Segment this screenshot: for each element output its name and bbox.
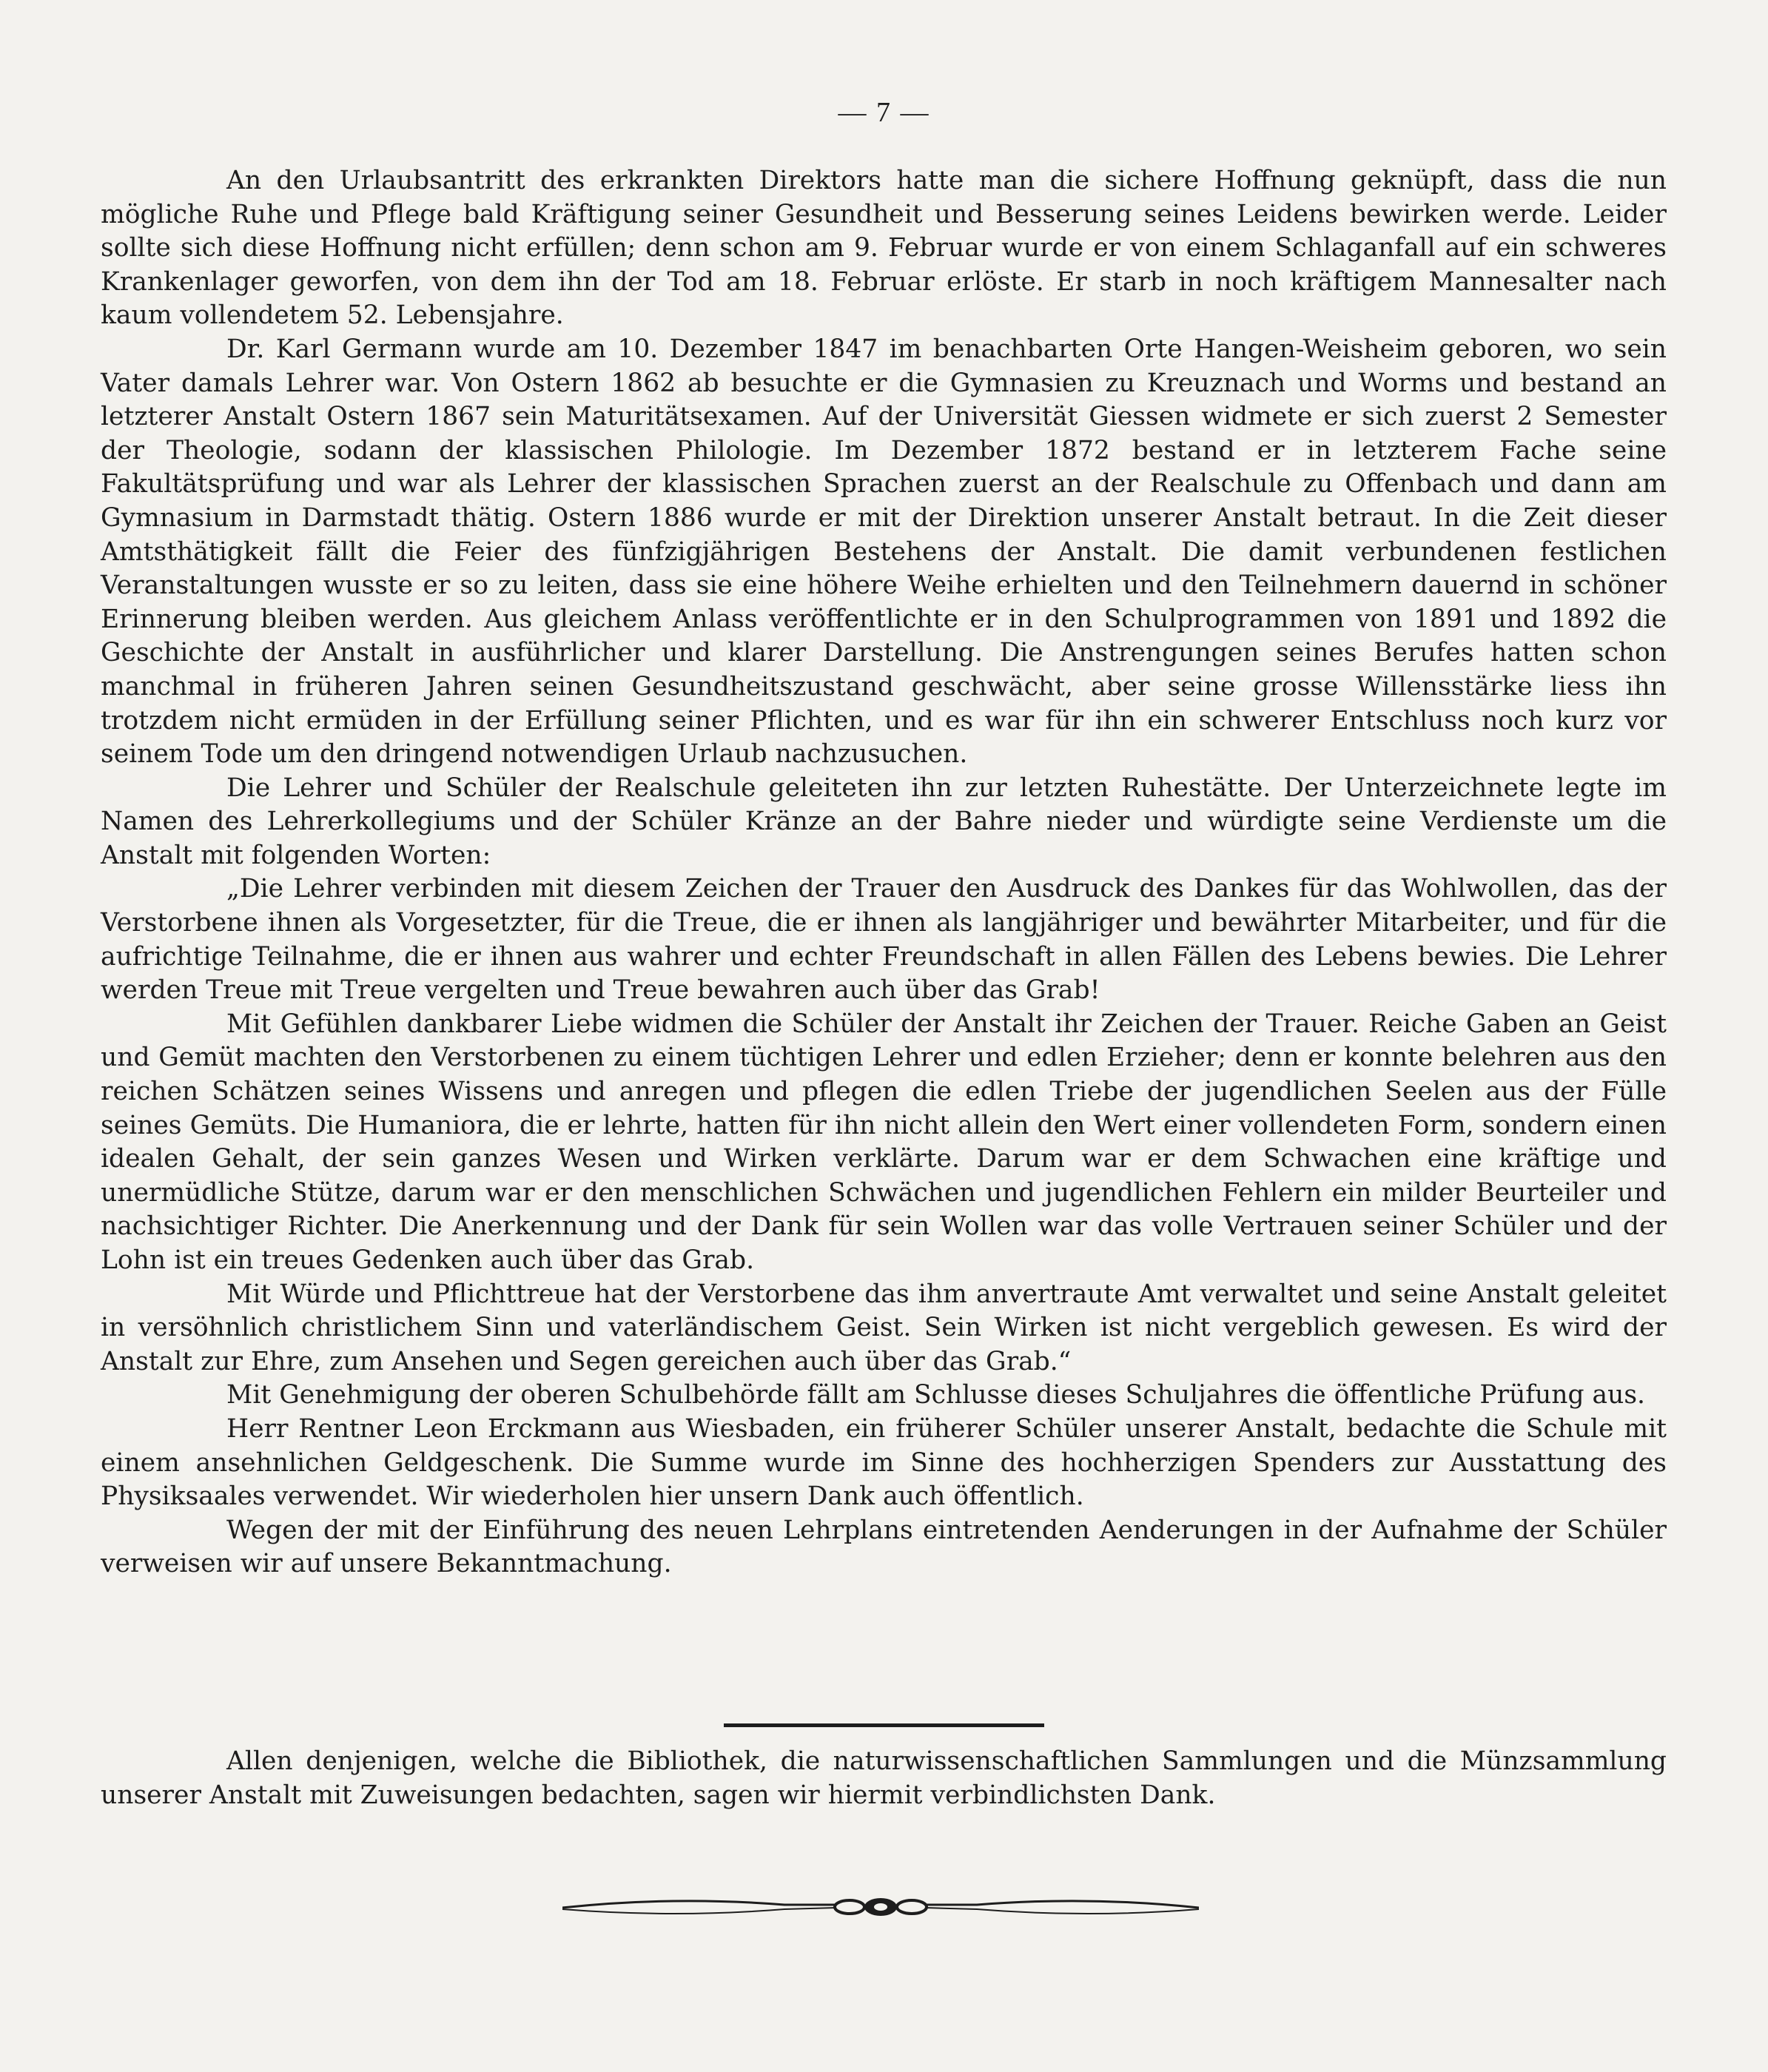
paragraph-funeral: Die Lehrer und Schüler der Realschule geleiteten ihn zur letzten Ruhestätte. Der Unterzeichnete legte im Namen des Lehrerkollegiums und der Schüler Kränze an der Bahre nieder und würdigte seine Verdienste um die Anstalt mit folgenden Worten: [101,773,1667,870]
section-divider [724,1723,1044,1727]
thanks-paragraph [101,1745,1667,1812]
ornament-icon [562,1886,1199,1927]
body-text [101,164,1667,1581]
paragraph-biography: Dr. Karl Germann wurde am 10. Dezember 1847 im benachbarten Orte Hangen-Weisheim geboren, wo sein Vater damals Lehrer war. Von Ostern 1862 ab besuchte er die Gymnasien zu Kreuznach und Worms und bestand an letzterer Anstalt Ostern 1867 sein Maturitätsexamen. Auf der Universität Giessen widmete er sich zuerst 2 Semester der Theologie, sodann der klassischen Philologie. Im Dezember 1872 bestand er in letzterem Fache seine Fakultätsprüfung und war als Lehrer der klassischen Sprachen zuerst an der Realschule zu Offenbach und dann am Gymnasium in Darmstadt thätig. Ostern 1886 wurde er mit der Direktion unserer Anstalt betraut. In die Zeit dieser Amtsthätigkeit fällt die Feier des fünfzigjährigen Bestehens der Anstalt. Die damit verbundenen festlichen Veranstaltungen wusste er so zu leiten, dass sie eine höhere Weihe erhielten und den Teilnehmern dauernd in schöner Erinnerung bleiben werden. Aus gleichem Anlass veröffentlichte er in den Schulprogrammen von 1891 und 1892 die Geschichte der Anstalt in ausführlicher und klarer Darstellung. Die Anstrengungen seines Berufes hatten schon manchmal in früheren Jahren seinen Gesundheitszustand geschwächt, aber seine grosse Willensstärke liess ihn trotzdem nicht ermüden in der Erfüllung seiner Pflichten, und es war für ihn ein schwerer Entschluss noch kurz vor seinem Tode um den dringend notwendigen Urlaub nachzusuchen. [101,334,1667,770]
paragraph-illness: An den Urlaubsantritt des erkrankten Direktors hatte man die sichere Hoffnung geknüpft, dass die nun mögliche Ruhe und Pflege bald Kräftigung seiner Gesundheit und Besserung seines Leidens bewirken werde. Leider sollte sich diese Hoffnung nicht erfüllen; denn schon am 9. Februar wurde er von einem Schlaganfall auf ein schweres Krankenlager geworfen, von dem ihn der Tod am 18. Februar erlöste. Er starb in noch kräftigem Mannesalter nach kaum vollendetem 52. Lebensjahre. [101,166,1667,331]
paragraph-exam: Mit Genehmigung der oberen Schulbehörde fällt am Schlusse dieses Schuljahres die öffentliche Prüfung aus. [226,1380,1646,1410]
page-number: — 7 — [838,97,930,128]
paragraph-admission: Wegen der mit der Einführung des neuen Lehrplans eintretenden Aenderungen in der Aufnahme der Schüler verweisen wir auf unsere Bekanntmachung. [101,1515,1667,1579]
thanks-text: Allen denjenigen, welche die Bibliothek, die naturwissenschaftlichen Sammlungen und die Münzsammlung unserer Anstalt mit Zuweisungen bedachten, sagen wir hiermit verbindlichsten Dank. [101,1746,1667,1810]
ornament-divider [562,1886,1199,1927]
paragraph-donation: Herr Rentner Leon Erckmann aus Wiesbaden, ein früherer Schüler unserer Anstalt, bedachte die Schule mit einem ansehnlichen Geldgeschenk. Die Summe wurde im Sinne des hochherzigen Spenders zur Ausstattung des Physiksaales verwendet. Wir wiederholen hier unsern Dank auch öffentlich. [101,1413,1667,1512]
paragraph-speech-teachers: „Die Lehrer verbinden mit diesem Zeichen der Trauer den Ausdruck des Dankes für das Wohlwollen, das der Verstorbene ihnen als Vorgesetzter, für die Treue, die er ihnen als langjähriger und bewährter Mitarbeiter, und für die aufrichtige Teilnahme, die er ihnen aus wahrer und echter Freundschaft in allen Fällen des Lebens bewies. Die Lehrer werden Treue mit Treue vergelten und Treue bewahren auch über das Grab! [101,874,1667,1006]
paragraph-speech-closing: Mit Würde und Pflichttreue hat der Verstorbene das ihm anvertraute Amt verwaltet und seine Anstalt geleitet in versöhnlich christlichem Sinn und vaterländischem Geist. Sein Wirken ist nicht vergeblich gewesen. Es wird der Anstalt zur Ehre, zum Ansehen und Segen gereichen auch über das Grab.“ [101,1279,1667,1376]
paragraph-speech-students: Mit Gefühlen dankbarer Liebe widmen die Schüler der Anstalt ihr Zeichen der Trauer. Reiche Gaben an Geist und Gemüt machten den Verstorbenen zu einem tüchtigen Lehrer und edlen Erzieher; denn er konnte belehren aus den reichen Schätzen seines Wissens und anregen und pflegen die edlen Triebe der jugendlichen Seelen aus der Fülle seines Gemüts. Die Humaniora, die er lehrte, hatten für ihn nicht allein den Wert einer vollendeten Form, sondern einen idealen Gehalt, der sein ganzes Wesen und Wirken verklärte. Darum war er dem Schwachen eine kräftige und unermüdliche Stütze, darum war er den menschlichen Schwächen und jugendlichen Fehlern ein milder Beurteiler und nachsichtiger Richter. Die Anerkennung und der Dank für sein Wollen war das volle Vertrauen seiner Schüler und der Lohn ist ein treues Gedenken auch über das Grab. [101,1009,1667,1275]
